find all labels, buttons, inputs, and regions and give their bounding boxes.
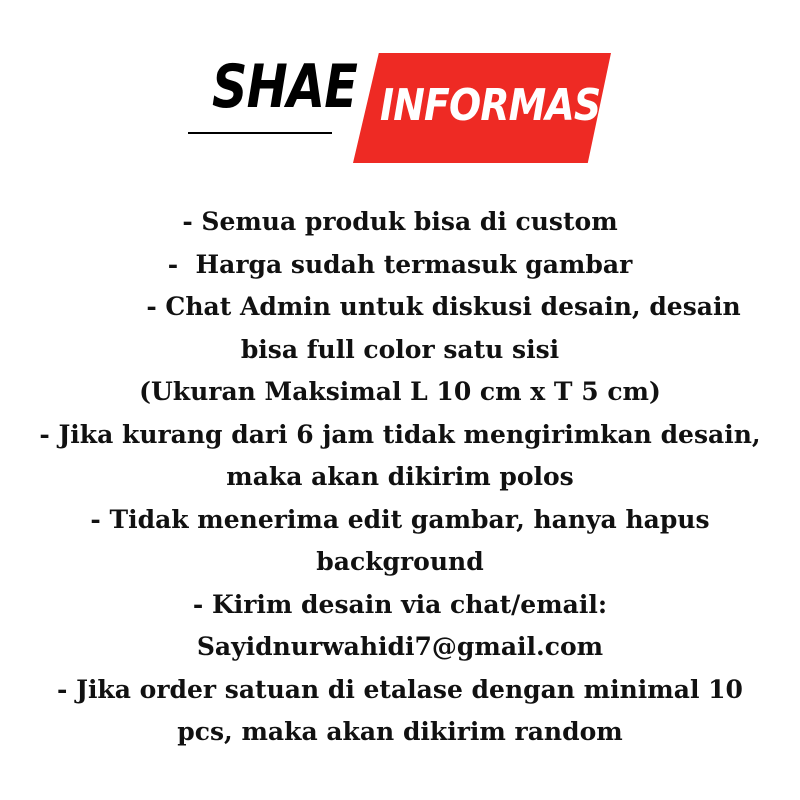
info-line: - Harga sudah termasuk gambar	[167, 249, 633, 279]
brand-title: SHAE	[212, 52, 358, 122]
email-address: Sayidnurwahidi7@gmail.com	[196, 632, 604, 661]
info-line: - Jika kurang dari 6 jam tidak mengirimkan desain,	[39, 419, 761, 449]
info-line: - Tidak menerima edit gambar, hanya hapus	[90, 504, 710, 534]
info-line: maka akan dikirim polos	[226, 462, 574, 491]
info-line: - Kirim desain via chat/email:	[192, 589, 608, 619]
info-line: - Jika order satuan di etalase dengan minimal 10	[57, 674, 743, 704]
header	[0, 0, 800, 170]
info-line: - Chat Admin untuk diskusi desain, desain	[59, 292, 741, 321]
brand-underline	[188, 132, 332, 134]
banner-title: INFORMASI	[380, 80, 614, 131]
info-list	[0, 201, 800, 754]
info-line: bisa full color satu sisi	[240, 334, 560, 364]
info-line: - Semua produk bisa di custom	[182, 207, 618, 236]
info-line: background	[316, 547, 484, 576]
info-line: (Ukuran Maksimal L 10 cm x T 5 cm)	[139, 377, 661, 406]
info-line: pcs, maka akan dikirim random	[177, 717, 623, 746]
